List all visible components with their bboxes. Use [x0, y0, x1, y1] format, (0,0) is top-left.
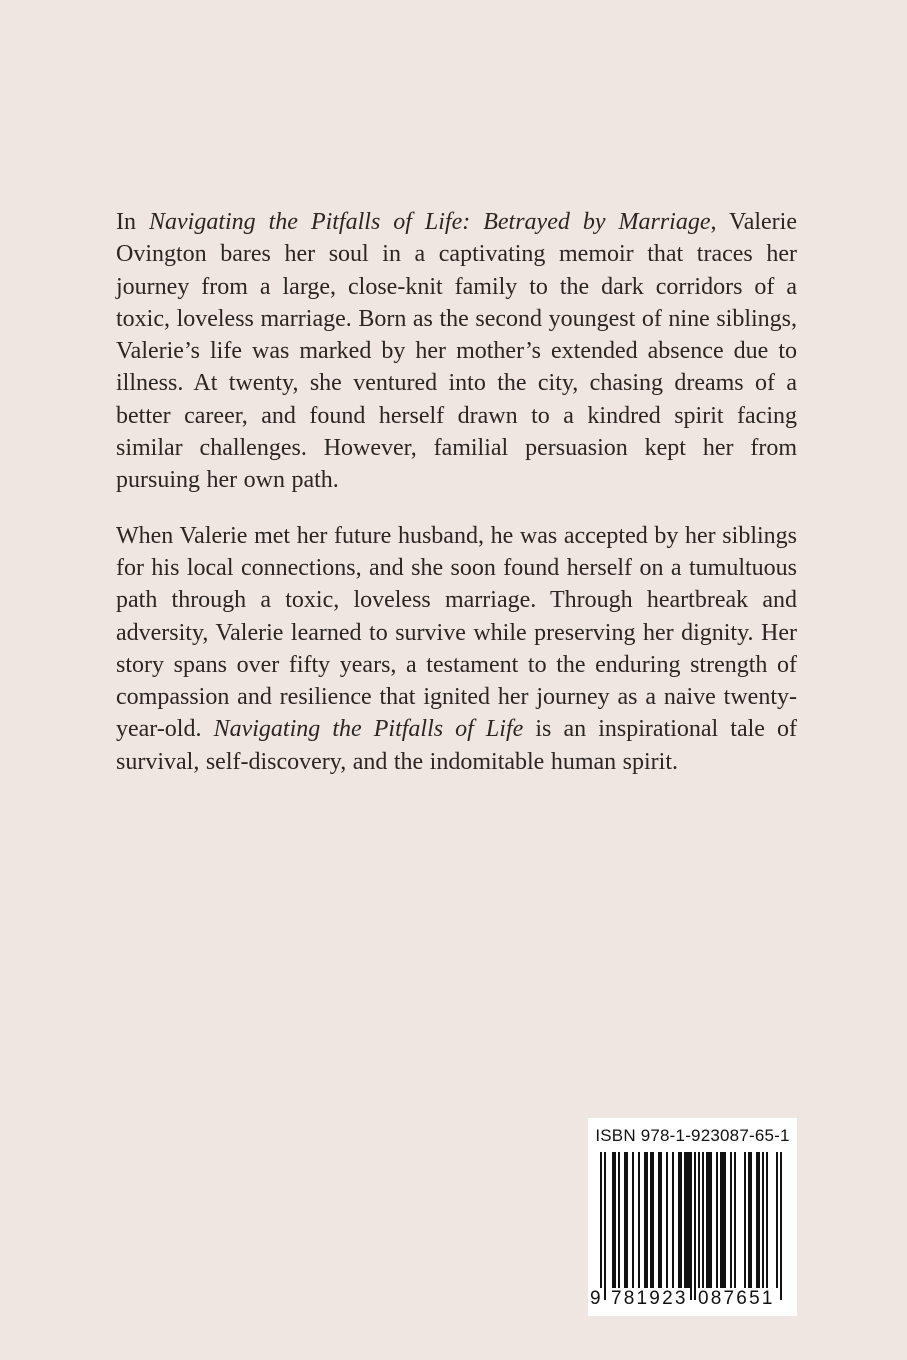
barcode-bar — [604, 1152, 606, 1300]
barcode-bar — [710, 1152, 712, 1288]
barcode-bar — [680, 1152, 682, 1288]
barcode-bar — [646, 1152, 648, 1288]
barcode-bar — [678, 1152, 680, 1288]
barcode-bar — [758, 1152, 760, 1288]
barcode-bars — [598, 1152, 788, 1300]
blurb-p1-text-end: , Valerie Ovington bares her soul in a captivating memoir that traces her journey from a large, close-knit family to the dark corridors of a toxic, loveless marriage. Born as the second youngest of nine siblings, Valerie’s life was marked by her mother’s extended absence due to illness. At twenty, she ventured into the city, chasing dreams of a better career, and found herself drawn to a kindred spirit facing similar challenges. However, familial persuasion kept her from pursuing her own path. — [116, 209, 797, 494]
barcode-bar — [750, 1152, 752, 1288]
barcode-bar — [702, 1152, 704, 1288]
barcode-bar — [650, 1152, 652, 1288]
barcode-bar — [660, 1152, 662, 1288]
barcode-bar — [722, 1152, 724, 1288]
barcode-bar — [756, 1152, 758, 1288]
barcode-bar — [730, 1152, 732, 1288]
isbn-barcode-panel — [588, 1118, 797, 1316]
barcode-bar — [708, 1152, 710, 1288]
barcode-bar — [720, 1152, 722, 1288]
barcode-bar — [644, 1152, 646, 1288]
barcode-bar — [716, 1152, 718, 1288]
barcode-bar — [626, 1152, 628, 1288]
barcode-bar — [652, 1152, 654, 1288]
book-title-short: Navigating the Pitfalls of Life — [213, 716, 524, 743]
barcode-digits-left: 781923 — [611, 1288, 688, 1309]
barcode-bar — [762, 1152, 764, 1288]
barcode-bar — [766, 1152, 768, 1288]
barcode-bar — [684, 1152, 686, 1288]
barcode-bar — [780, 1152, 782, 1300]
blurb-paragraph-1 — [116, 206, 797, 497]
barcode-bar — [698, 1152, 700, 1300]
barcode-bar — [686, 1152, 688, 1288]
barcode-bar — [776, 1152, 778, 1288]
barcode-bar — [638, 1152, 640, 1288]
isbn-label: ISBN 978-1-923087-65-1 — [595, 1126, 790, 1145]
barcode-bar — [658, 1152, 660, 1288]
blurb-p1-text-start: In — [116, 209, 149, 235]
barcode-bar — [688, 1152, 690, 1288]
barcode-bar — [734, 1152, 736, 1288]
blurb-p2-text-start: When Valerie met her future husband, he was accepted by her siblings for his local connections, and she soon found herself on a tumultuous path through a toxic, loveless marriage. Through heartbreak and adversity, Valerie learned to survive while preserving her dignity. Her story spans over fifty years, a testament to the enduring strength of compassion and resilience that ignited her journey as a naive twenty-year-old. — [116, 522, 797, 743]
barcode-bar — [600, 1152, 602, 1300]
blurb-p2-text-end: is an inspirational tale of survival, self-discovery, and the indomitable human spirit. — [116, 716, 798, 775]
barcode-bar — [618, 1152, 620, 1288]
barcode-bar — [706, 1152, 708, 1288]
back-cover-blurb — [116, 206, 797, 778]
barcode-bar — [690, 1152, 692, 1300]
barcode-bar — [624, 1152, 626, 1288]
barcode-digits-right: 087651 — [698, 1288, 775, 1309]
barcode-bar — [724, 1152, 726, 1288]
barcode-bar — [614, 1152, 616, 1288]
blurb-paragraph-2 — [116, 520, 797, 778]
barcode-bar — [748, 1152, 750, 1288]
barcode-bar — [672, 1152, 674, 1288]
barcode-bar — [694, 1152, 696, 1300]
barcode-bar — [632, 1152, 634, 1288]
barcode-bar — [612, 1152, 614, 1288]
book-title-full: Navigating the Pitfalls of Life: Betrayed by Marriage — [148, 209, 711, 235]
barcode-digit-lead: 9 — [590, 1288, 601, 1309]
barcode-bar — [666, 1152, 668, 1288]
barcode-bar — [744, 1152, 746, 1288]
